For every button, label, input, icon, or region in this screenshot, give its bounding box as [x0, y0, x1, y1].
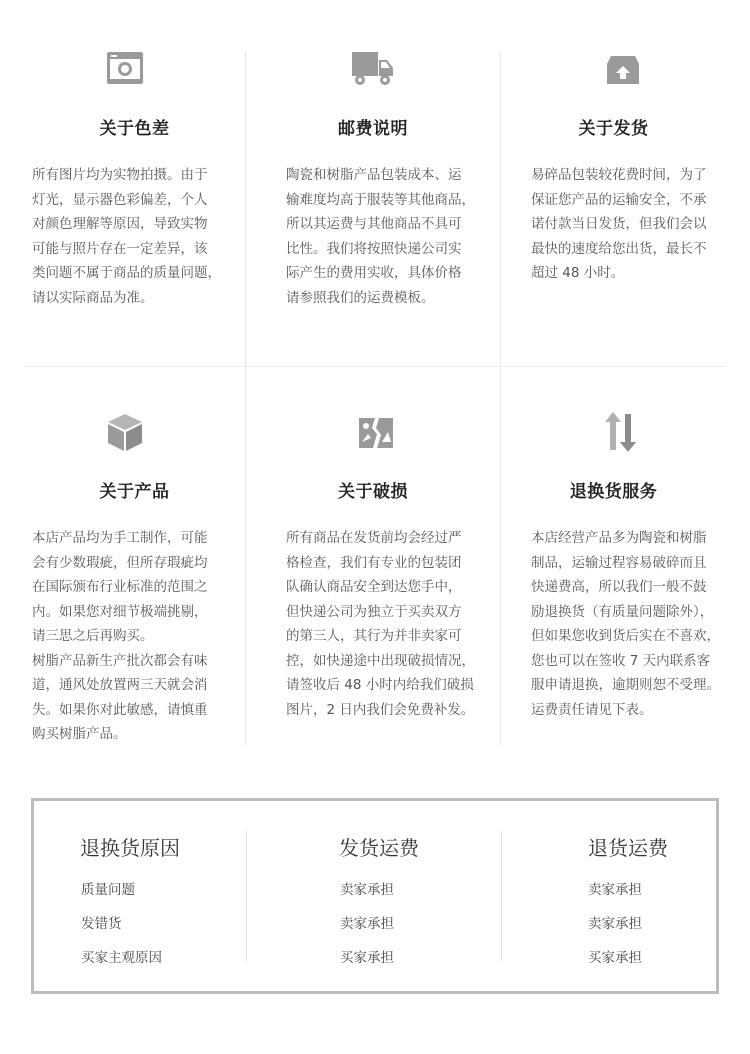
table-cell: 卖家承担 [340, 882, 394, 898]
table-cell: 买家承担 [340, 950, 394, 966]
section-title: 关于发货 [578, 119, 649, 139]
table-cell: 卖家承担 [340, 916, 394, 932]
table-cell: 买家主观原因 [81, 950, 162, 966]
upload-box-icon [601, 46, 645, 90]
table-cell: 卖家承担 [588, 882, 642, 898]
section-text: 所有商品在发货前均会经过严 格检查，我们有专业的包装团 队确认商品安全到达您手中， 但快递公司为独立于买卖双方 的第三人，其行为并非卖家可 控，如快递途中出现破损情况， 请签收后 48 小时内给我们破损 图片，2 日内我们会免费补发。 [286, 530, 475, 718]
table-column-divider [246, 831, 247, 961]
camera-icon [103, 46, 147, 90]
section-product [24, 367, 245, 745]
delivery-truck-icon [350, 46, 394, 90]
section-shipping [501, 0, 726, 366]
section-color-difference [24, 0, 245, 366]
section-title: 邮费说明 [338, 119, 408, 139]
shipping-responsibility-table [31, 798, 719, 994]
table-cell: 质量问题 [81, 882, 135, 898]
section-shipping-fee [246, 0, 500, 366]
section-title: 关于产品 [99, 482, 170, 502]
section-text: 本店产品均为手工制作，可能 会有少数瑕疵，但所存瑕疵均 在国际颁布行业标准的范围之 内。如果您对细节极端挑剔， 请三思之后再购买。 树脂产品新生产批次都会有味 道，通风处放置两三天就会消 失。如果你对此敏感，请慎重 购买树脂产品。 [32, 530, 208, 742]
section-damage [246, 367, 500, 745]
section-text: 陶瓷和树脂产品包装成本、运 输难度均高于服装等其他商品， 所以其运费与其他商品不具可 比性。我们将按照快递公司实 际产生的费用实收，具体价格 请参照我们的运费模板。 [286, 167, 475, 306]
info-grid [24, 0, 726, 745]
table-header-return-fee: 退货运费 [588, 836, 668, 860]
table-header-reason: 退换货原因 [80, 836, 180, 860]
table-cell: 买家承担 [588, 950, 642, 966]
exchange-arrows-icon [601, 410, 645, 454]
section-text: 所有图片均为实物拍摄。由于 灯光，显示器色彩偏差，个人 对颜色理解等原因，导致实物 可能与照片存在一定差异，该 类问题不属于商品的质量问题， 请以实际商品为准。 [32, 167, 221, 306]
cube-icon [103, 410, 147, 454]
section-text: 易碎品包装较花费时间，为了 保证您产品的运输安全，不承 诺付款当日发货，但我们会以 最快的速度给您出货，最长不 超过 48 小时。 [531, 167, 707, 281]
section-title: 关于破损 [338, 482, 408, 502]
table-header-shipping-fee: 发货运费 [339, 836, 419, 860]
table-column-divider [501, 831, 502, 961]
section-return-service [501, 367, 726, 745]
section-title: 关于色差 [99, 119, 170, 139]
table-cell: 发错货 [81, 916, 122, 932]
broken-image-icon [354, 410, 398, 454]
section-title: 退换货服务 [569, 482, 658, 502]
table-cell: 卖家承担 [588, 916, 642, 932]
section-text: 本店经营产品多为陶瓷和树脂 制品，运输过程容易破碎而且 快递费高，所以我们一般不鼓 励退换货（有质量问题除外）， 但如果您收到货后实在不喜欢， 您也可以在签收 7 天内联系客 服申请退换，逾期则恕不受理。 运费责任请见下表。 [531, 530, 720, 718]
